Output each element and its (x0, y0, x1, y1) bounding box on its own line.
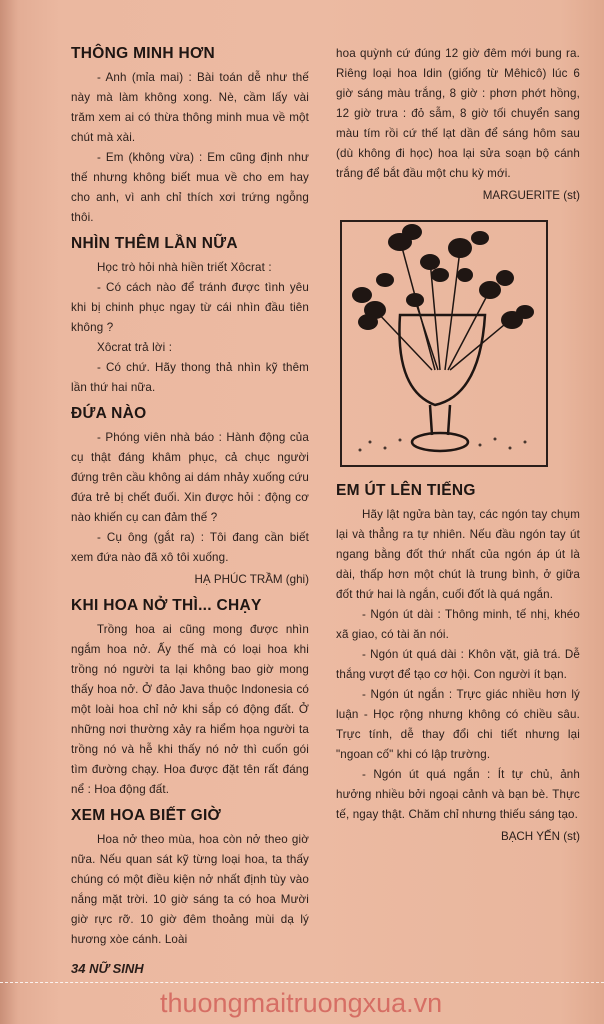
author-signature: BẠCH YẾN (st) (500, 830, 580, 843)
article-khi-hoa-no-thi-chay (71, 596, 309, 800)
paragraph: - Có cách nào để tránh được tình yêu khi bị chinh phục ngay từ cái nhìn đầu tiên không ? (71, 281, 309, 334)
paragraph: - Phóng viên nhà báo : Hành động của cụ thật đáng khâm phục, cả chục người đứng trên cầu không ai dám nhảy xuống cứu đứa trẻ bị chết đuối. Xin được hỏi : động cơ nào khiến cụ can đảm thế ? (71, 431, 309, 524)
article-dua-nao (71, 404, 309, 590)
article-title: XEM HOA BIẾT GIỜ (71, 807, 222, 824)
article-title: EM ÚT LÊN TIẾNG (336, 482, 476, 499)
paragraph: Trồng hoa ai cũng mong được nhìn ngắm hoa nở. Ấy thế mà có loại hoa khi trồng nó người ta lại không bao giờ mong thấy hoa nở. Ở đảo Java thuộc Indonesia có một loài hoa chỉ nở khi sắp có động đất. Ở những nơi thường xảy ra hiểm họa người ta trồng nó và hễ khi thấy nó nở thì cuốn gói tìm đường chạy. Hoa được đặt tên rất đáng nể : Hoa động đất. (71, 623, 309, 796)
watermark-divider (0, 982, 604, 983)
article-title: ĐỨA NÀO (71, 405, 147, 422)
article-thong-minh-hon (71, 44, 309, 228)
article-title: NHÌN THÊM LẦN NỮA (71, 235, 238, 252)
author-signature: MARGUERITE (st) (482, 189, 580, 202)
paragraph: - Cụ ông (gắt ra) : Tôi đang cần biết xem đứa nào đã xô tôi xuống. (71, 531, 309, 564)
article-continuation (336, 44, 580, 206)
paragraph: Hoa nở theo mùa, hoa còn nở theo giờ nữa. Nếu quan sát kỹ từng loại hoa, ta thấy chúng có một điều kiện nở nhất định tùy vào nắng mặt trời. 10 giờ sáng ta có hoa Mười giờ rực rỡ. 10 giờ đêm thoảng mùi dạ lý hương xòe cánh. Loài (71, 833, 309, 946)
article-nhin-them-lan-nua (71, 234, 309, 398)
article-title: KHI HOA NỞ THÌ... CHẠY (71, 597, 262, 614)
paragraph: - Anh (mỉa mai) : Bài toán dễ như thế này mà làm không xong. Nè, cầm lấy vài trăm xem ai có thừa thông minh mua về một chút mà xài. (71, 71, 309, 144)
article-title: THÔNG MINH HƠN (71, 45, 215, 62)
author-signature: HẠ PHÚC TRẦM (ghi) (194, 573, 309, 586)
right-column (336, 44, 580, 853)
left-column (71, 44, 309, 978)
paragraph: - Ngón út quá dài : Khôn vặt, giả trá. Dễ thắng vượt để tạo cơ hội. Con người ít bạn. (336, 648, 580, 681)
paragraph: Học trò hỏi nhà hiền triết Xôcrat : (97, 261, 272, 274)
paragraph: Hãy lật ngửa bàn tay, các ngón tay chụm lại và thẳng ra tự nhiên. Nếu đầu ngón tay út ngang bằng đốt thứ nhất của ngón áp út là dài, thấp hơn một chút là trung bình, ở giữa đốt thứ hai là ngắn, cuối đốt là quá ngắn. (336, 508, 580, 601)
paragraph: - Ngón út dài : Thông minh, tế nhị, khéo xã giao, có tài ăn nói. (336, 608, 580, 641)
page-number: 34 (71, 961, 86, 976)
page-footer (71, 960, 309, 978)
paragraph: - Em (không vừa) : Em cũng định như thế nhưng không biết mua về cho em hay cho anh, vì anh chỉ thích xơi trứng ngỗng thôi. (71, 151, 309, 224)
paragraph: hoa quỳnh cứ đúng 12 giờ đêm mới bung ra. Riêng loại hoa Idin (giống từ Mêhicô) lúc 6 giờ sáng màu trắng, 8 giờ : phơn phớt hồng, 12 giờ trưa : đỏ sẫm, 8 giờ tối chuyển sang màu tím rồi cứ thế lạt dần để sáng hôm sau (dù không đi học) hoa lại sửa soạn bộ cánh trắng để bắt đầu một chu kỳ mới. (336, 47, 580, 180)
paragraph: - Ngón út quá ngắn : Ít tự chủ, ảnh hưởng nhiều bởi ngoại cảnh và bạn bè. Thực tế, ngay thật. Chăm chỉ nhưng thiếu sáng tạo. (336, 768, 580, 821)
article-xem-hoa-biet-gio (71, 806, 309, 950)
magazine-name: NỮ SINH (89, 961, 144, 976)
paragraph: - Có chứ. Hãy thong thả nhìn kỹ thêm lần thứ hai nữa. (71, 361, 309, 394)
paragraph: - Ngón út ngắn : Trực giác nhiều hơn lý luận - Học rộng nhưng không có chiều sâu. Trực tính, dễ thay đổi chi tiết nhưng lại "ngoan cố" khi có lập trường. (336, 688, 580, 761)
watermark: thuongmaitruongxua.vn (160, 988, 443, 1018)
article-em-ut-len-tieng (336, 481, 580, 847)
paragraph: Xôcrat trả lời : (97, 341, 173, 354)
flower-vase-illustration (340, 220, 548, 467)
